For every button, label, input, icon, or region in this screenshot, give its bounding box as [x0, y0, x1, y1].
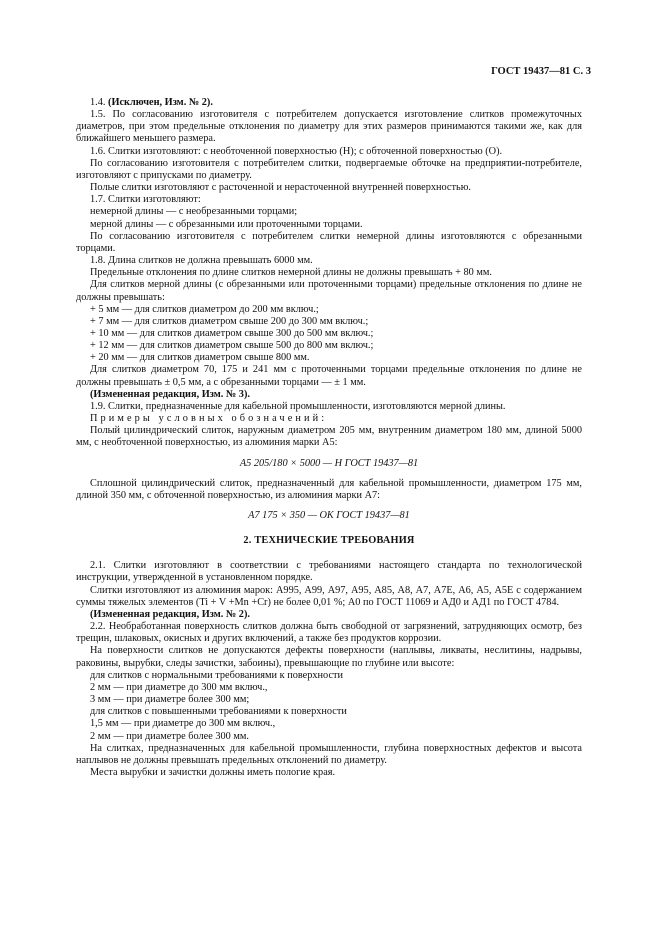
clause-1-6-hollow: Полые слитки изготовляют с расточенной и нерасточенной внутренней поверхностью. [90, 182, 471, 194]
example-1-designation: А5 205/180 × 5000 — Н ГОСТ 19437—81 [239, 457, 419, 469]
example-1-text: Полый цилиндрический слиток, наружным диаметром 205 мм, внутренним диаметром 180 мм, длиной 5000 мм, с необточенной поверхностью, из алюминия марки А5: [76, 425, 582, 449]
clause-1-5: 1.5. По согласованию изготовителя с потребителем допускается изготовление слитков промежуточных диаметров, при этом предельные отклонения по диаметру для этих размеров принимаются такими же, как для ближайшего меньшего размера. [76, 109, 582, 145]
clause-1-8-fixed-tolerance: Для слитков мерной длины (с обрезанными или проточенными торцами) предельные отклонения по длине не должны превышать: [76, 279, 582, 303]
running-header: ГОСТ 19437—81 С. 3 [491, 66, 591, 77]
high-requirements-heading: для слитков с повышенными требованиями к поверхности [90, 706, 347, 718]
examples-heading: Примеры условных обозначений: [90, 413, 328, 425]
spacer [76, 450, 582, 458]
clause-1-8-edit-note: (Измененная редакция, Изм. № 3). [90, 388, 250, 400]
example-2-text: Сплошной цилиндрический слиток, предназначенный для кабельной промышленности, диаметром 175 мм, длиной 350 мм, с обточенной поверхностью, из алюминия марки А7: [76, 477, 582, 501]
normal-requirement-item: 3 мм — при диаметре более 300 мм; [90, 694, 250, 706]
tolerance-item: + 10 мм — для слитков диаметром свыше 300 до 500 мм включ.; [90, 327, 374, 339]
clause-2-2-cable: На слитках, предназначенных для кабельной промышленности, глубина поверхностных дефектов и высота наплывов не должны превышать предельных отклонений по диаметру. [76, 742, 582, 766]
clause-1-8-special: Для слитков диаметром 70, 175 и 241 мм с проточенными торцами предельные отклонения по длине не должны превышать ± 0,5 мм, а с обрезанными торцами — ± 1 мм. [76, 364, 582, 388]
clause-1-6: 1.6. Слитки изготовляют: с необточенной поверхностью (Н); с обточенной поверхностью (О). [90, 145, 503, 157]
clause-1-6-agreement: По согласованию изготовителя с потребителем слитки, подвергаемые обточке на предприятии-потребителе, изготовляют с припусками по диаметру. [76, 157, 582, 181]
spacer [76, 547, 582, 560]
section-2-title: 2. ТЕХНИЧЕСКИЕ ТРЕБОВАНИЯ [243, 535, 415, 547]
clause-2-2-defects: На поверхности слитков не допускаются дефекты поверхности (наплывы, ликваты, неслитины, надрывы, раковины, вырубки, следы зачистки, забоины), превышающие по глубине или высоте: [76, 645, 582, 669]
clause-2-2: 2.2. Необработанная поверхность слитков должна быть свободной от загрязнений, затрудняющих осмотр, без трещин, шлаковых, окисных и других включений, а также без продуктов коррозии. [76, 621, 582, 645]
normal-requirements-heading: для слитков с нормальными требованиями к поверхности [90, 669, 344, 681]
clause-1-4 [76, 97, 582, 109]
tolerance-item: + 5 мм — для слитков диаметром до 200 мм включ.; [90, 303, 319, 315]
clause-2-2-edges: Места вырубки и зачистки должны иметь пологие края. [90, 766, 336, 778]
clause-1-8: 1.8. Длина слитков не должна превышать 6000 мм. [90, 255, 313, 267]
clause-1-4-label: 1.4. [90, 97, 109, 108]
tolerance-item: + 20 мм — для слитков диаметром свыше 800 мм. [90, 352, 310, 364]
clause-2-1-grades: Слитки изготовляют из алюминия марок: А995, А99, А97, А95, А85, А8, А7, А7Е, А6, А5, А5Е с содержанием суммы тяжелых элементов (Ti + V +Mn +Cr) не более 0,01 %; А0 по ГОСТ 11069 и АД0 и АД1 по ГОСТ 4784. [76, 584, 582, 608]
example-2-designation: А7 175 × 350 — ОК ГОСТ 19437—81 [248, 510, 410, 521]
spacer [76, 502, 582, 510]
clause-1-7: 1.7. Слитки изготовляют: [90, 194, 201, 206]
spacer [76, 522, 582, 535]
high-requirement-item: 2 мм — при диаметре более 300 мм. [90, 730, 249, 742]
clause-1-8-random-tolerance: Предельные отклонения по длине слитков немерной длины не должны превышать + 80 мм. [90, 267, 492, 279]
clause-1-4-note: (Исключен, Изм. № 2). [108, 97, 213, 108]
spacer [76, 470, 582, 478]
high-requirement-item: 1,5 мм — при диаметре до 300 мм включ., [90, 718, 276, 730]
tolerance-item: + 12 мм — для слитков диаметром свыше 500 до 800 мм включ.; [90, 340, 374, 352]
document-body [76, 97, 582, 779]
clause-1-7-agreement: По согласованию изготовителя с потребителем слитки немерной длины изготовляются с обрезанными торцами. [76, 230, 582, 254]
clause-1-9: 1.9. Слитки, предназначенные для кабельной промышленности, изготовляются мерной длины. [90, 400, 506, 412]
clause-2-1-edit-note: (Измененная редакция, Изм. № 2). [90, 608, 250, 620]
clause-1-7-fixed-length: мерной длины — с обрезанными или проточенными торцами. [90, 218, 363, 230]
normal-requirement-item: 2 мм — при диаметре до 300 мм включ., [90, 681, 268, 693]
tolerance-item: + 7 мм — для слитков диаметром свыше 200 до 300 мм включ.; [90, 315, 369, 327]
clause-2-1: 2.1. Слитки изготовляют в соответствии с требованиями настоящего стандарта по технологической инструкции, утвержденной в установленном порядке. [76, 560, 582, 584]
clause-1-7-random-length: немерной длины — с необрезанными торцами; [90, 206, 298, 218]
